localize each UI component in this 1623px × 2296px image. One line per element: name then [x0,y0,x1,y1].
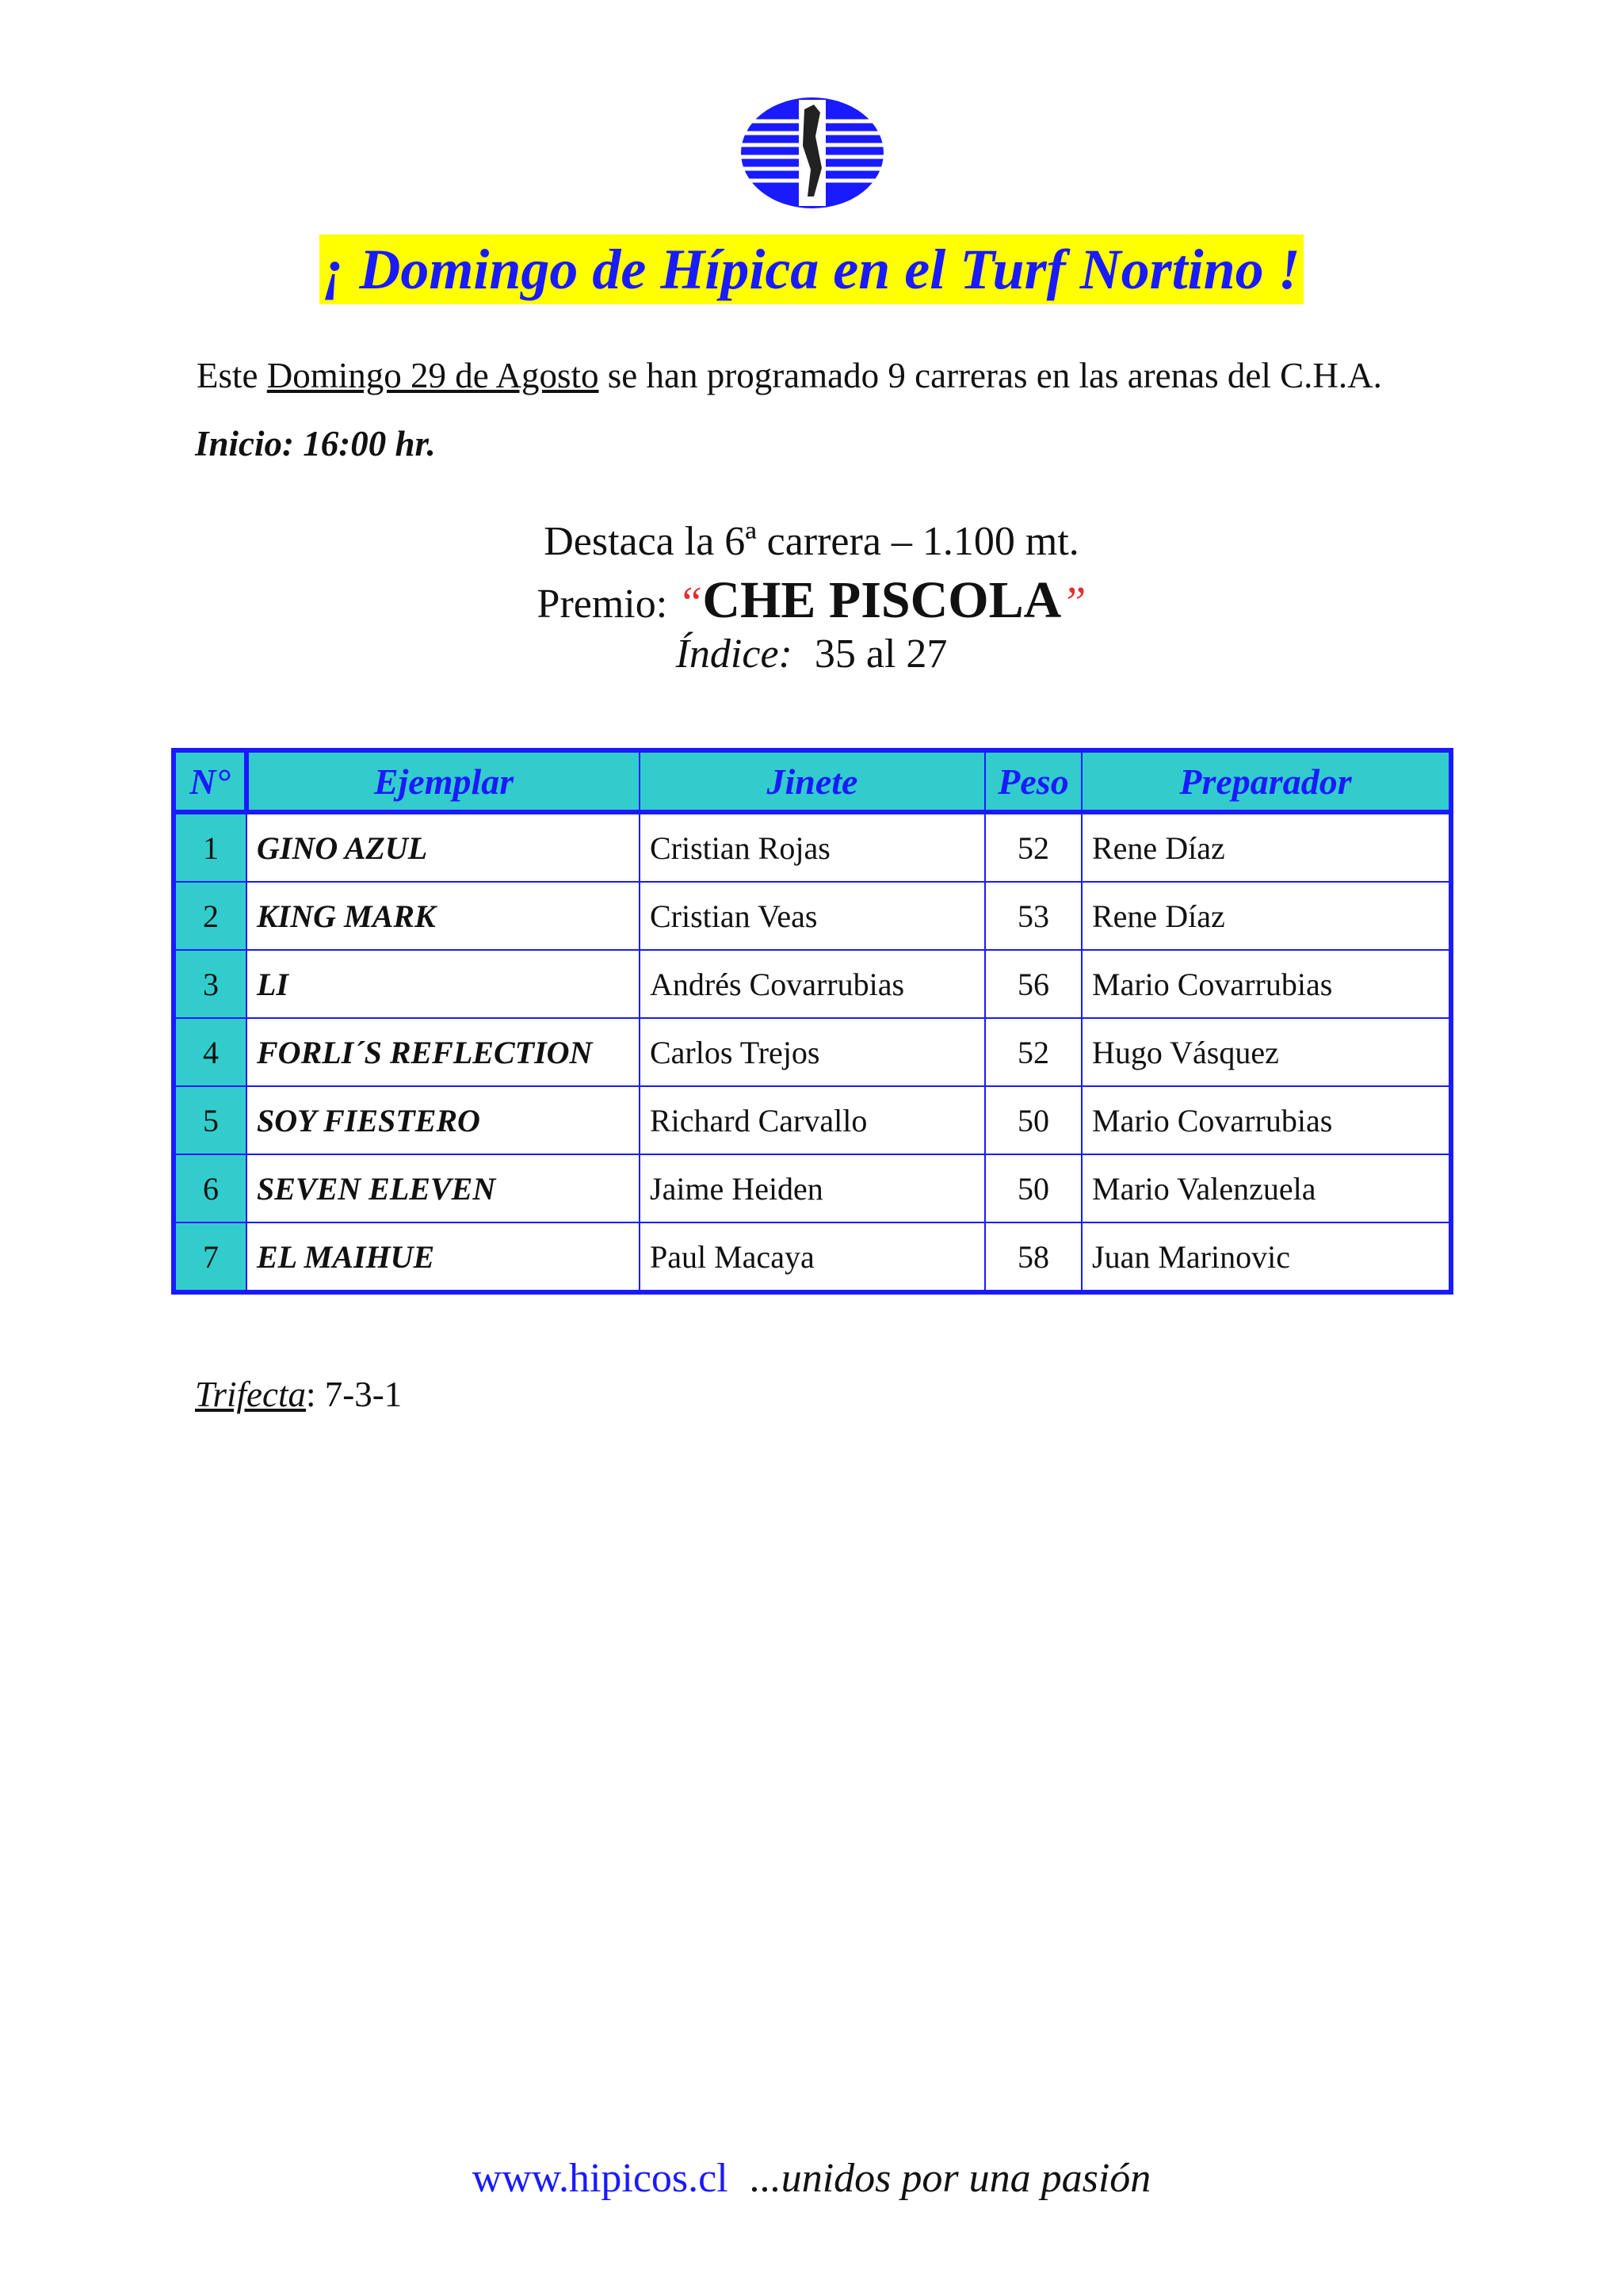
race-highlight: Destaca la 6ª carrera – 1.100 mt. [544,519,1079,564]
jockey-name: Andrés Covarrubias [640,950,985,1018]
trainer-name: Mario Covarrubias [1082,1086,1451,1154]
trainer-name: Juan Marinovic [1082,1222,1451,1292]
quote-close: ” [1061,578,1086,627]
trainer-name: Rene Díaz [1082,812,1451,882]
footer-motto: ...unidos por una pasión [750,2156,1151,2201]
trifecta-value: : 7-3-1 [306,1375,403,1414]
horse-name: KING MARK [246,882,640,950]
horse-name: EL MAIHUE [246,1222,640,1292]
row-number: 1 [174,812,246,882]
jockey-name: Paul Macaya [640,1222,985,1292]
weight-value: 52 [985,812,1082,882]
horse-name: LI [246,950,640,1018]
cha-logo-icon [737,93,888,212]
table-row [174,1018,1451,1086]
race-date: Domingo 29 de Agosto [266,356,599,395]
intro-prefix: Este [197,356,267,395]
header-weight: Peso [985,750,1082,812]
trainer-name: Mario Valenzuela [1082,1154,1451,1222]
row-number: 5 [174,1086,246,1154]
jockey-name: Richard Carvallo [640,1086,985,1154]
intro-suffix: se han programado 9 carreras en las arenas del C.H.A. [598,356,1382,395]
prize-name: CHE PISCOLA [702,571,1062,629]
intro-text [197,352,1382,399]
index-line [0,627,1623,681]
horse-name: SOY FIESTERO [246,1086,640,1154]
table-row [174,882,1451,950]
entries-table [171,748,1453,1295]
header-trainer: Preparador [1082,750,1451,812]
jockey-name: Cristian Veas [640,882,985,950]
footer-link[interactable]: www.hipicos.cl [472,2156,728,2201]
row-number: 3 [174,950,246,1018]
row-number: 6 [174,1154,246,1222]
weight-value: 50 [985,1154,1082,1222]
trainer-name: Mario Covarrubias [1082,950,1451,1018]
header-number: N° [174,750,246,812]
weight-value: 50 [985,1086,1082,1154]
row-number: 7 [174,1222,246,1292]
table-row [174,1222,1451,1292]
prize-label: Premio: [537,582,678,627]
page-title: ¡ Domingo de Hípica en el Turf Nortino ! [319,235,1303,304]
horse-name: FORLI´S REFLECTION [246,1018,640,1086]
table-row [174,1154,1451,1222]
jockey-name: Jaime Heiden [640,1154,985,1222]
weight-value: 53 [985,882,1082,950]
header-horse: Ejemplar [246,750,640,812]
horse-name: SEVEN ELEVEN [246,1154,640,1222]
trainer-name: Hugo Vásquez [1082,1018,1451,1086]
trifecta-line [195,1371,402,1418]
weight-value: 58 [985,1222,1082,1292]
quote-open: “ [678,578,703,627]
table-row [174,1086,1451,1154]
jockey-name: Cristian Rojas [640,812,985,882]
start-time: Inicio: 16:00 hr. [195,424,436,463]
index-value: 35 al 27 [814,631,948,677]
trainer-name: Rene Díaz [1082,882,1451,950]
weight-value: 56 [985,950,1082,1018]
header-jockey: Jinete [640,750,985,812]
prize-line [0,569,1623,636]
index-label: Índice: [675,631,792,677]
table-row [174,950,1451,1018]
table-header-row [174,750,1451,812]
table-row [174,812,1451,882]
jockey-name: Carlos Trejos [640,1018,985,1086]
horse-name: GINO AZUL [246,812,640,882]
trifecta-label: Trifecta [195,1375,307,1414]
weight-value: 52 [985,1018,1082,1086]
row-number: 2 [174,882,246,950]
row-number: 4 [174,1018,246,1086]
footer [0,2153,1623,2204]
